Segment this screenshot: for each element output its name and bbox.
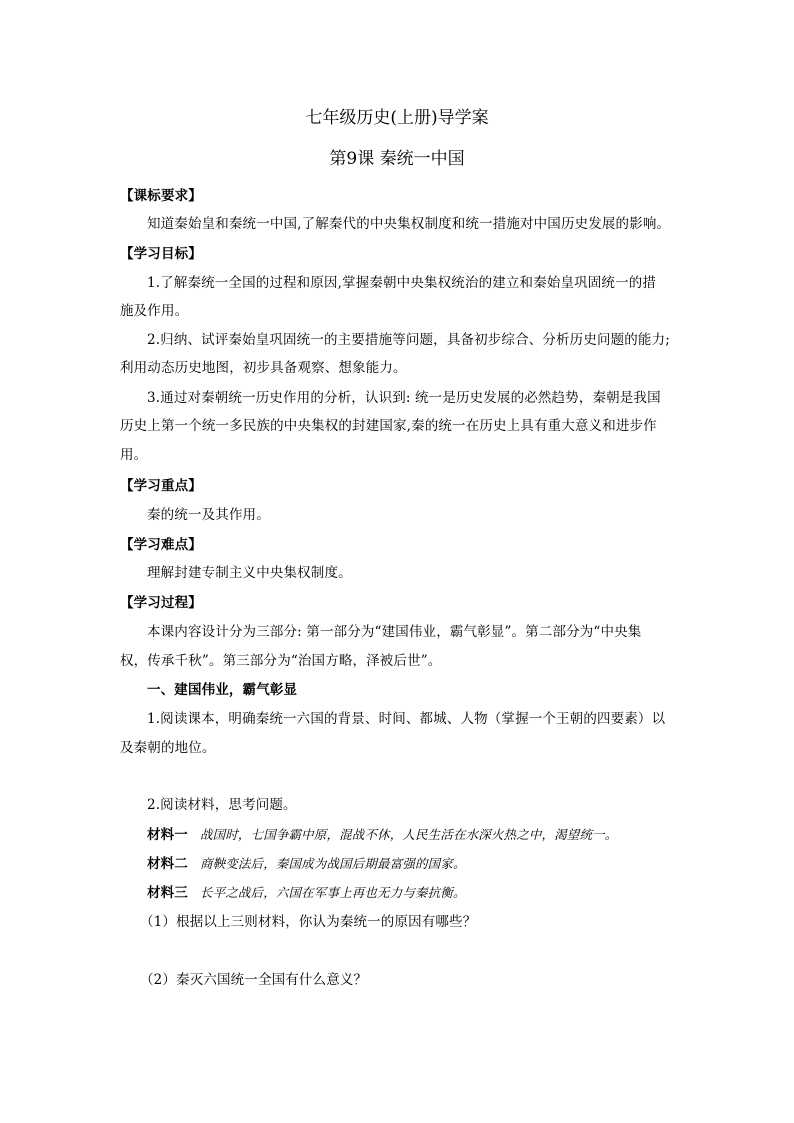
task2-text: 2.阅读材料，思考问题。	[147, 797, 297, 813]
part1-heading: 一、建国伟业，霸气彰显	[147, 682, 298, 698]
difficulties-text: 理解封建专制主义中央集权制度。	[147, 565, 352, 581]
key-points-heading: 【学习重点】	[120, 478, 202, 494]
document-title: 七年级历史(上册)导学案	[305, 108, 489, 128]
material-2-tag: 材料二	[147, 856, 188, 872]
objective-3-line-2: 历史上第一个统一多民族的中央集权的封建国家,秦的统一在历史上具有重大意义和进步作	[120, 418, 657, 434]
material-3-text: 长平之战后，六国在军事上再也无力与秦抗衡。	[199, 885, 466, 900]
process-intro-line-1: 本课内容设计分为三部分: 第一部分为“建国伟业，霸气彰显”。第二部分为“中央集	[147, 624, 642, 640]
material-1-tag: 材料一	[147, 827, 188, 843]
question-2: （2）秦灭六国统一全国有什么意义？	[140, 972, 368, 988]
task1-line-2: 及秦朝的地位。	[120, 740, 216, 756]
question-1: （1）根据以上三则材料，你认为秦统一的原因有哪些？	[140, 914, 477, 930]
material-2-text: 商鞅变法后，秦国成为战国后期最富强的国家。	[199, 856, 466, 871]
objective-2-line-1: 2.归纳、试评秦始皇巩固统一的主要措施等问题，具备初步综合、分析历史问题的能力;	[147, 332, 670, 348]
objective-3-line-3: 用。	[120, 447, 148, 463]
difficulties-heading: 【学习难点】	[120, 537, 202, 553]
material-2	[147, 854, 717, 874]
task1-line-1: 1.阅读课本，明确秦统一六国的背景、时间、都城、人物（掌握一个王朝的四要素）以	[147, 711, 666, 727]
lesson-title: 第9课 秦统一中国	[329, 149, 465, 169]
process-intro-line-2: 权，传承千秋”。第三部分为“治国方略，泽被后世”。	[120, 653, 442, 669]
material-3	[147, 883, 717, 903]
objective-2-line-2: 利用动态历史地图，初步具备观察、想象能力。	[120, 360, 407, 376]
objectives-heading: 【学习目标】	[120, 246, 202, 262]
process-heading: 【学习过程】	[120, 595, 202, 611]
objective-3-line-1: 3.通过对秦朝统一历史作用的分析，认识到: 统一是历史发展的必然趋势，秦朝是我国	[147, 390, 661, 406]
curriculum-heading: 【课标要求】	[120, 188, 202, 204]
curriculum-text: 知道秦始皇和秦统一中国,了解秦代的中央集权制度和统一措施对中国历史发展的影响。	[147, 216, 671, 232]
objective-1-line-2: 施及作用。	[120, 303, 189, 319]
key-points-text: 秦的统一及其作用。	[147, 507, 270, 523]
material-3-tag: 材料三	[147, 885, 188, 901]
objective-1-line-1: 1.了解秦统一全国的过程和原因,掌握秦朝中央集权统治的建立和秦始皇巩固统一的措	[147, 275, 657, 291]
material-1-text: 战国时，七国争霸中原，混战不休，人民生活在水深火热之中，渴望统一。	[199, 827, 618, 842]
material-1	[147, 825, 717, 845]
